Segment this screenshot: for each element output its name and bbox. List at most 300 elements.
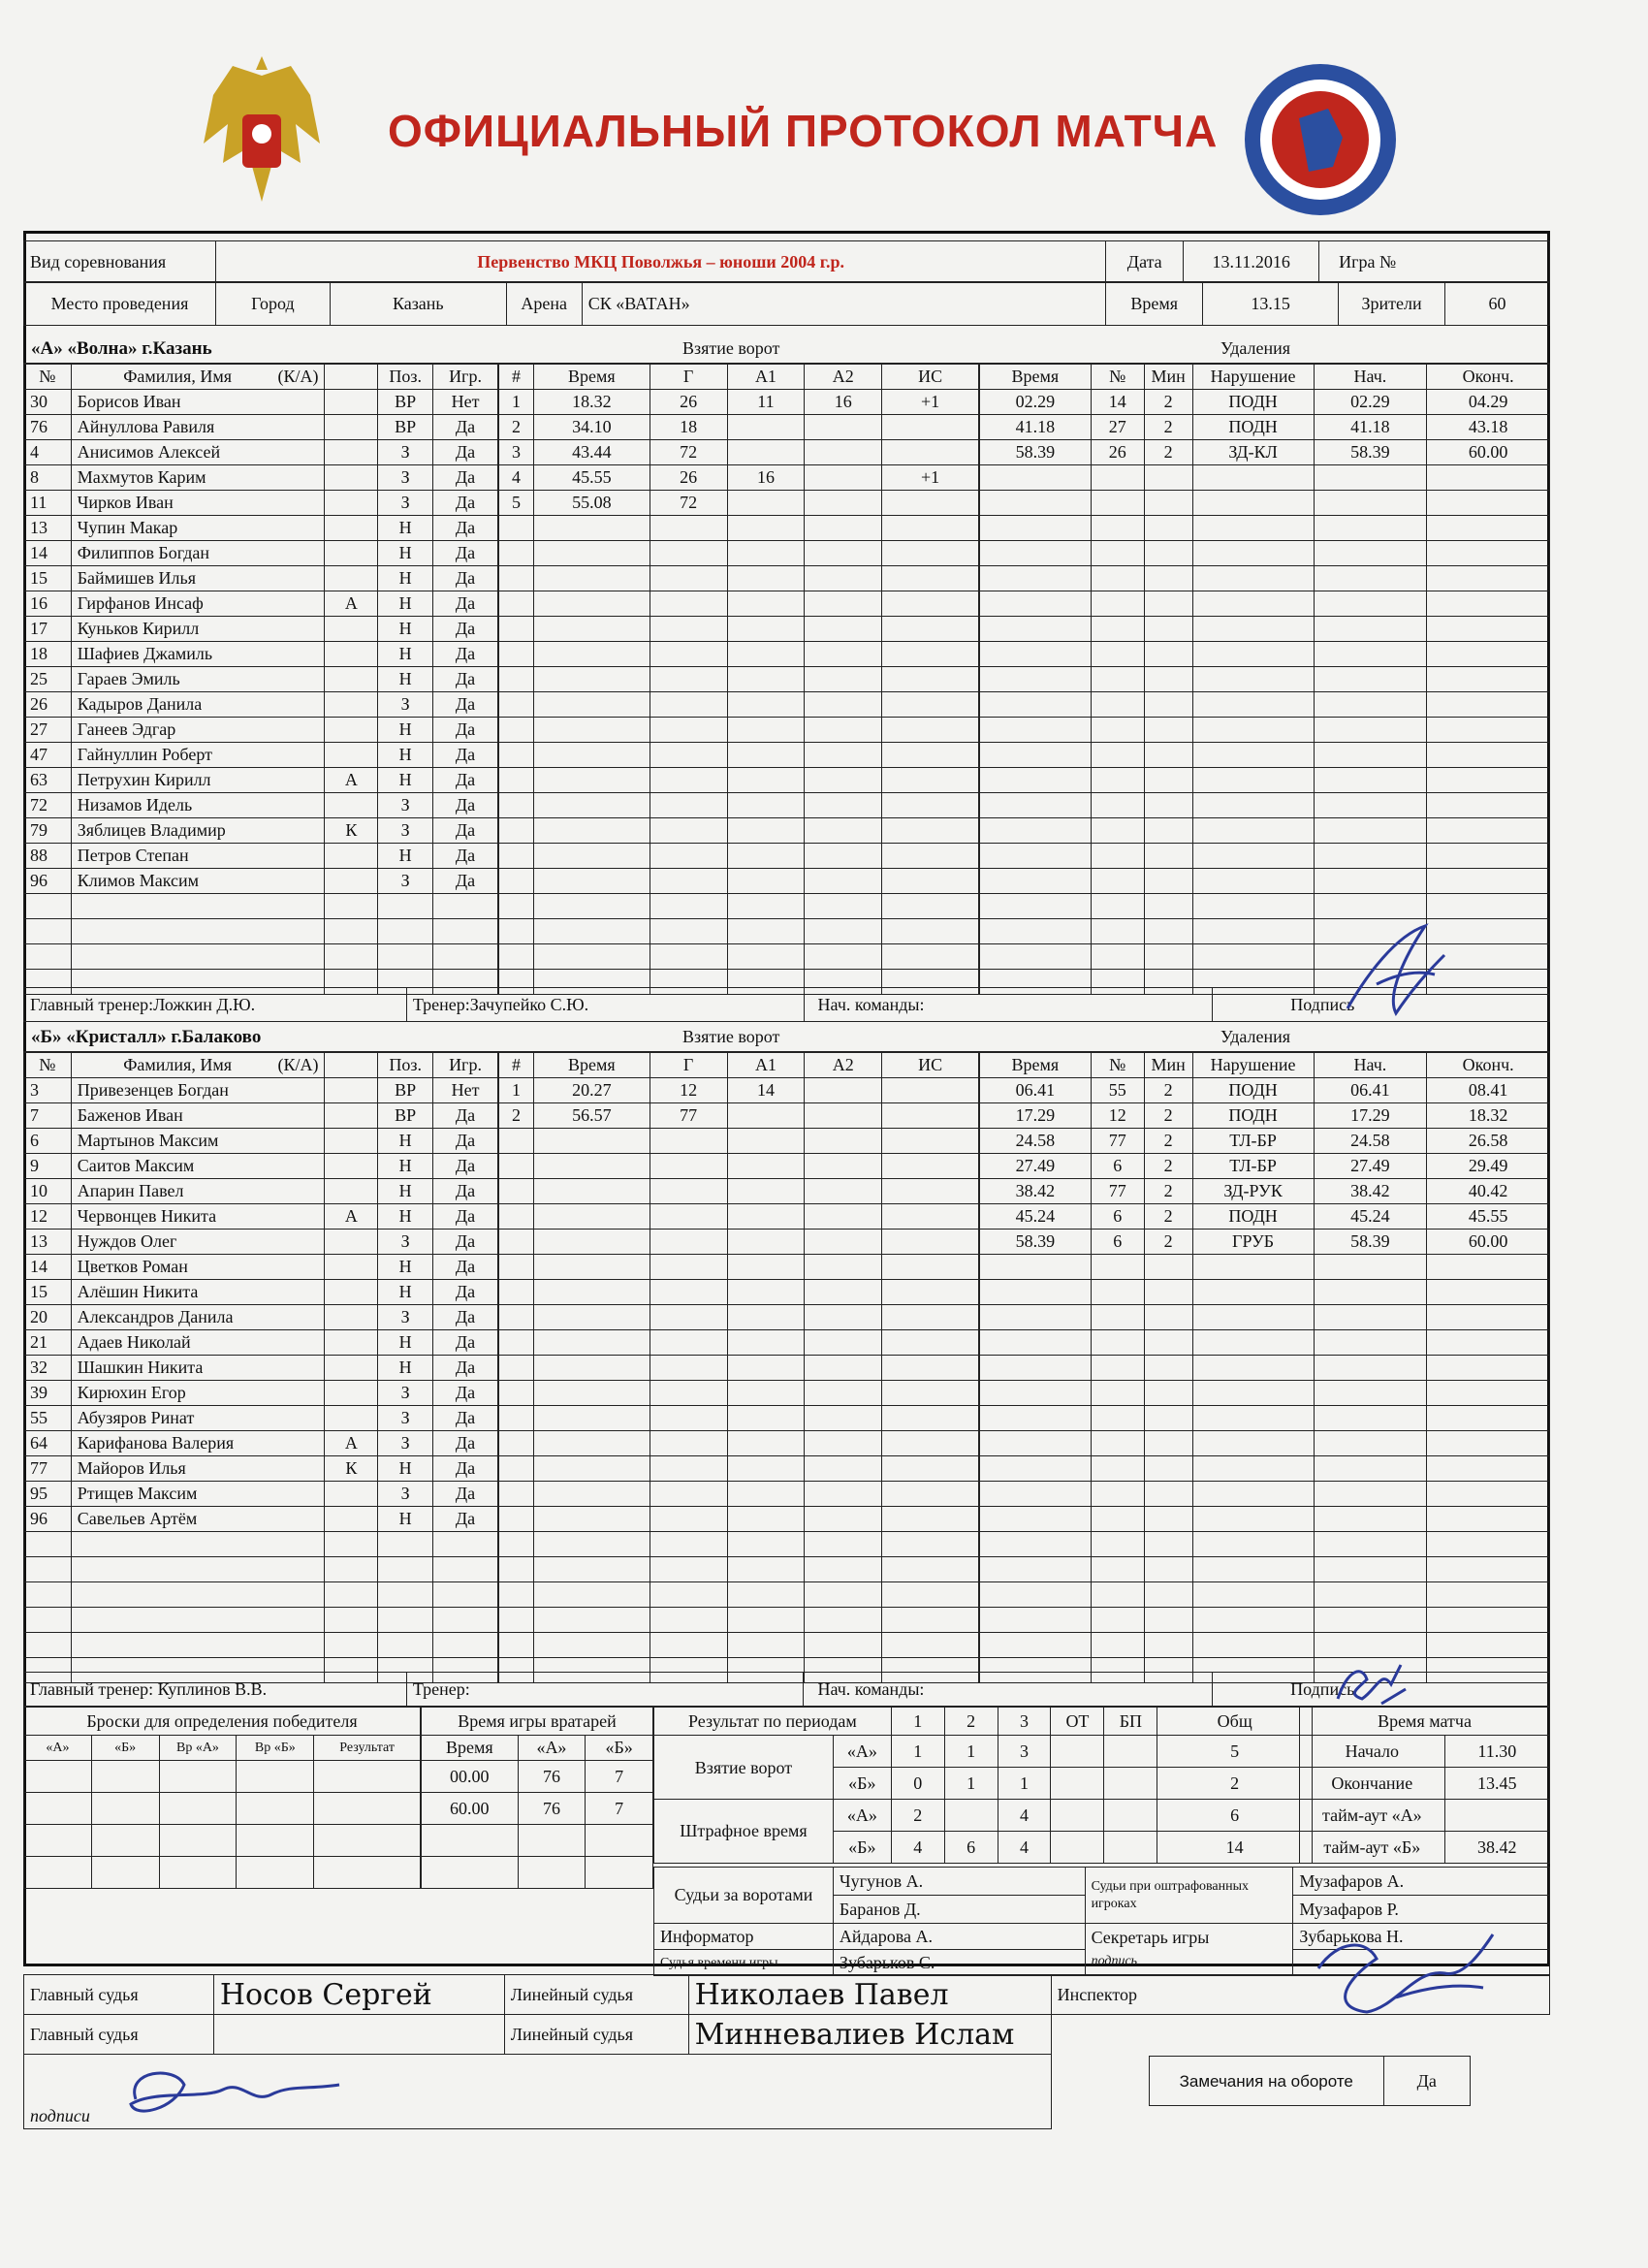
goal-situation (882, 869, 979, 894)
table-row (499, 1230, 979, 1255)
penalty-minutes (1144, 1406, 1192, 1431)
goal-scorer (650, 692, 727, 718)
goal-time (533, 1280, 650, 1305)
pen-b-total: 14 (1157, 1832, 1313, 1864)
goal-assist-2 (805, 1280, 882, 1305)
remarks-label: Замечания на обороте (1150, 2057, 1384, 2106)
goal-time (533, 743, 650, 768)
goal-assist-2 (805, 415, 882, 440)
penalty-infraction (1192, 894, 1314, 919)
goal-assist-1: 11 (727, 390, 805, 415)
goal-assist-1 (727, 692, 805, 718)
goal-assist-1 (727, 491, 805, 516)
player-name: Адаев Николай (71, 1330, 325, 1356)
goal-assist-2 (805, 1633, 882, 1658)
table-row (24, 1381, 498, 1406)
penalty-time (980, 491, 1092, 516)
referee-label-2: Главный судья (24, 2015, 214, 2055)
goal-assist-2: 16 (805, 390, 882, 415)
penalty-minutes (1144, 1507, 1192, 1532)
pen-row-a-label: «А» (833, 1800, 891, 1832)
goal-assist-2 (805, 667, 882, 692)
goal-situation (882, 1482, 979, 1507)
player-number: 55 (24, 1406, 72, 1431)
penalty-infraction (1192, 1255, 1314, 1280)
goal-assist-2 (805, 491, 882, 516)
game-number-label: Игра № (1319, 241, 1550, 283)
penalty-infraction (1192, 1381, 1314, 1406)
table-row (24, 1204, 498, 1230)
player-position: З (378, 465, 433, 491)
table-row (980, 894, 1550, 919)
table-row (24, 919, 498, 944)
goal-index (499, 1482, 534, 1507)
goal-index (499, 1381, 534, 1406)
goal-index (499, 1532, 534, 1557)
player-captain-mark (325, 743, 378, 768)
goal-assist-2 (805, 743, 882, 768)
team-b-title: «Б» «Кристалл» г.Балаково (31, 1027, 262, 1047)
table-row (499, 1507, 979, 1532)
roster-col-name: Фамилия, Имя (К/А) (71, 1053, 325, 1078)
goals-row-label: Взятие ворот (654, 1736, 834, 1800)
player-captain-mark (325, 1280, 378, 1305)
timekeeper-label: Судья времени игры (654, 1950, 834, 1976)
goal-scorer (650, 919, 727, 944)
penalty-time (980, 894, 1092, 919)
penalty-end (1427, 692, 1550, 718)
penalty-time: 27.49 (980, 1154, 1092, 1179)
pen-col-end: Оконч. (1427, 365, 1550, 390)
goal-scorer (650, 667, 727, 692)
spectators-label: Зрители (1339, 282, 1445, 326)
player-number: 95 (24, 1482, 72, 1507)
penalty-time (980, 1431, 1092, 1456)
player-captain-mark (325, 1633, 378, 1658)
table-row (980, 1582, 1550, 1608)
player-name: Филиппов Богдан (71, 541, 325, 566)
penalty-infraction: ПОДН (1192, 390, 1314, 415)
player-number: 26 (24, 692, 72, 718)
table-row (499, 1633, 979, 1658)
player-number: 18 (24, 642, 72, 667)
penalty-time (980, 919, 1092, 944)
goal-time (533, 1129, 650, 1154)
shootout-col-b: «Б» (91, 1736, 159, 1761)
goal-assist-2 (805, 768, 882, 793)
goal-scorer (650, 1204, 727, 1230)
pen-b-p2: 6 (944, 1832, 998, 1864)
goal-assist-2 (805, 818, 882, 844)
penalty-infraction: ПОДН (1192, 415, 1314, 440)
goal-scorer (650, 642, 727, 667)
penalty-end (1427, 919, 1550, 944)
goal-situation (882, 591, 979, 617)
penalty-infraction (1192, 718, 1314, 743)
player-captain-mark (325, 1557, 378, 1582)
goal-scorer (650, 944, 727, 970)
penalty-minutes (1144, 1633, 1192, 1658)
player-position: Н (378, 1356, 433, 1381)
penalty-start (1314, 718, 1427, 743)
penalty-time: 45.24 (980, 1204, 1092, 1230)
penalty-start: 02.29 (1314, 390, 1427, 415)
goal-assist-1 (727, 1204, 805, 1230)
penalty-judge-2: Музафаров Р. (1293, 1896, 1550, 1924)
goal-scorer (650, 1456, 727, 1482)
goalie-row-a: 76 (518, 1793, 586, 1825)
table-row (980, 566, 1550, 591)
penalty-end (1427, 1255, 1550, 1280)
team-a-goals-body (499, 390, 979, 995)
pen-col-min: Мин (1144, 365, 1192, 390)
table-row (24, 1280, 498, 1305)
goal-index (499, 768, 534, 793)
team-a-goals-title: Взятие ворот (682, 338, 780, 358)
table-row (980, 1230, 1550, 1255)
team-b-head-coach: Главный тренер: Куплинов В.В. (24, 1673, 407, 1707)
goal-assist-1 (727, 541, 805, 566)
goal-judge-1: Чугунов А. (833, 1868, 1085, 1896)
goal-scorer (650, 1154, 727, 1179)
venue-label: Место проведения (24, 282, 216, 326)
penalty-infraction (1192, 944, 1314, 970)
penalty-start (1314, 1330, 1427, 1356)
roster-col-no: № (24, 1053, 72, 1078)
goal-scorer (650, 1179, 727, 1204)
timeout-b-value: 38.42 (1444, 1832, 1549, 1864)
player-position: ВР (378, 415, 433, 440)
penalty-minutes (1144, 541, 1192, 566)
penalty-player-number: 77 (1091, 1179, 1144, 1204)
goalie-row-a: 76 (518, 1761, 586, 1793)
player-captain-mark (325, 1129, 378, 1154)
table-row (980, 1103, 1550, 1129)
team-b-roster-body (24, 1078, 498, 1683)
penalty-time (980, 1330, 1092, 1356)
penalty-minutes (1144, 566, 1192, 591)
penalty-minutes (1144, 516, 1192, 541)
goal-assist-2 (805, 894, 882, 919)
goal-index (499, 516, 534, 541)
player-position: Н (378, 743, 433, 768)
table-row (24, 844, 498, 869)
player-name: Куньков Кирилл (71, 617, 325, 642)
penalty-minutes (1144, 1381, 1192, 1406)
penalty-minutes: 2 (1144, 440, 1192, 465)
table-row (499, 793, 979, 818)
penalty-time (980, 1456, 1092, 1482)
player-captain-mark (325, 844, 378, 869)
penalty-time (980, 1381, 1092, 1406)
player-number: 15 (24, 566, 72, 591)
competition-label: Вид соревнования (24, 241, 216, 283)
penalty-time (980, 1557, 1092, 1582)
goal-time (533, 1230, 650, 1255)
goal-time (533, 768, 650, 793)
goals-a-total: 5 (1157, 1736, 1313, 1768)
table-row (24, 1532, 498, 1557)
table-row (24, 718, 498, 743)
player-captain-mark (325, 1582, 378, 1608)
player-number: 6 (24, 1129, 72, 1154)
penalty-start (1314, 692, 1427, 718)
penalty-infraction (1192, 1482, 1314, 1507)
player-name: Гирфанов Инсаф (71, 591, 325, 617)
penalty-end (1427, 1582, 1550, 1608)
goal-situation: +1 (882, 390, 979, 415)
penalty-infraction (1192, 1280, 1314, 1305)
table-row (499, 1078, 979, 1103)
table-row (980, 869, 1550, 894)
penalty-minutes: 2 (1144, 1129, 1192, 1154)
penalty-end (1427, 743, 1550, 768)
pen-b-ot (1051, 1832, 1104, 1864)
player-played: Да (433, 1129, 498, 1154)
penalty-infraction (1192, 1456, 1314, 1482)
goals-col-g: Г (650, 1053, 727, 1078)
table-row (980, 1431, 1550, 1456)
player-played: Да (433, 1431, 498, 1456)
penalty-start (1314, 844, 1427, 869)
penalty-time (980, 541, 1092, 566)
penalty-minutes (1144, 944, 1192, 970)
roster-col-ka (325, 365, 378, 390)
player-played: Да (433, 1330, 498, 1356)
player-captain-mark (325, 1608, 378, 1633)
goal-time (533, 1507, 650, 1532)
goal-situation (882, 1078, 979, 1103)
penalty-player-number (1091, 894, 1144, 919)
goal-assist-2 (805, 1255, 882, 1280)
penalty-end (1427, 1482, 1550, 1507)
penalty-start (1314, 1255, 1427, 1280)
table-row (24, 1255, 498, 1280)
goal-situation (882, 1330, 979, 1356)
referees-table (23, 1974, 1550, 2129)
player-position: Н (378, 617, 433, 642)
player-position: З (378, 793, 433, 818)
player-number: 8 (24, 465, 72, 491)
penalty-player-number: 14 (1091, 390, 1144, 415)
penalty-player-number (1091, 869, 1144, 894)
goal-situation (882, 491, 979, 516)
goal-situation (882, 1356, 979, 1381)
player-captain-mark (325, 1305, 378, 1330)
goals-col-is: ИС (882, 1053, 979, 1078)
goal-scorer (650, 743, 727, 768)
linesman-label-2: Линейный судья (504, 2015, 688, 2055)
table-row (24, 793, 498, 818)
player-position: З (378, 1482, 433, 1507)
goal-scorer (650, 1608, 727, 1633)
table-row (24, 617, 498, 642)
player-number (24, 894, 72, 919)
goal-time (533, 718, 650, 743)
pen-col-no: № (1091, 1053, 1144, 1078)
table-row (980, 743, 1550, 768)
player-name: Чупин Макар (71, 516, 325, 541)
goal-scorer (650, 591, 727, 617)
goal-time (533, 667, 650, 692)
goal-judge-2: Баранов Д. (833, 1896, 1085, 1924)
penalty-time (980, 1356, 1092, 1381)
arena-value: СК «ВАТАН» (582, 282, 1106, 326)
player-captain-mark (325, 718, 378, 743)
player-played: Да (433, 1507, 498, 1532)
goals-b-p3: 1 (998, 1768, 1051, 1800)
time-value: 13.15 (1203, 282, 1339, 326)
table-row (499, 768, 979, 793)
goal-index (499, 1204, 534, 1230)
penalty-infraction (1192, 1356, 1314, 1381)
player-number: 3 (24, 1078, 72, 1103)
player-captain-mark (325, 1230, 378, 1255)
player-played (433, 944, 498, 970)
player-captain-mark (325, 390, 378, 415)
goal-assist-2 (805, 465, 882, 491)
table-row (980, 844, 1550, 869)
player-number: 9 (24, 1154, 72, 1179)
penalty-time (980, 1255, 1092, 1280)
penalty-judges-label: Судьи при оштрафованных игроках (1085, 1868, 1293, 1924)
goal-situation (882, 1255, 979, 1280)
table-row (499, 1381, 979, 1406)
goal-assist-1 (727, 1532, 805, 1557)
goals-col-time: Время (533, 365, 650, 390)
goal-time (533, 919, 650, 944)
penalty-time (980, 768, 1092, 793)
goal-situation (882, 617, 979, 642)
goal-time (533, 1179, 650, 1204)
pen-col-no: № (1091, 365, 1144, 390)
table-row (980, 692, 1550, 718)
team-a-team-chief: Нач. команды: (804, 988, 1213, 1022)
player-played: Да (433, 617, 498, 642)
goal-time (533, 1204, 650, 1230)
goals-a-p2: 1 (944, 1736, 998, 1768)
penalty-player-number (1091, 1456, 1144, 1482)
goal-index (499, 894, 534, 919)
table-row (24, 1129, 498, 1154)
player-played: Нет (433, 1078, 498, 1103)
penalty-end (1427, 768, 1550, 793)
goal-scorer (650, 1381, 727, 1406)
penalty-infraction (1192, 541, 1314, 566)
penalty-start: 41.18 (1314, 415, 1427, 440)
goal-index: 2 (499, 1103, 534, 1129)
table-row (980, 1204, 1550, 1230)
penalty-infraction (1192, 1305, 1314, 1330)
shootout-table (23, 1707, 421, 1889)
player-name: Баймишев Илья (71, 566, 325, 591)
table-row (24, 1507, 498, 1532)
table-row (24, 1230, 498, 1255)
player-played: Да (433, 566, 498, 591)
match-end-label: Окончание (1300, 1768, 1445, 1800)
team-b-coach: Тренер: (406, 1673, 804, 1707)
team-b-penalties-title: Удаления (1220, 1027, 1291, 1046)
player-played: Да (433, 869, 498, 894)
goalie-col-time: Время (422, 1736, 519, 1761)
player-name: Климов Максим (71, 869, 325, 894)
team-a-roster (23, 364, 498, 995)
goals-col-a1: А1 (727, 365, 805, 390)
table-row (24, 667, 498, 692)
goal-index (499, 617, 534, 642)
pen-row-b-label: «Б» (833, 1832, 891, 1864)
goal-assist-1 (727, 1557, 805, 1582)
penalty-judge-1: Музафаров А. (1293, 1868, 1550, 1896)
player-number: 20 (24, 1305, 72, 1330)
match-time-table (1299, 1707, 1550, 1864)
goal-index (499, 1154, 534, 1179)
player-name: Цветков Роман (71, 1255, 325, 1280)
player-played: Да (433, 844, 498, 869)
period-col-total: Общ (1157, 1708, 1313, 1736)
penalty-player-number: 27 (1091, 415, 1144, 440)
goal-scorer: 72 (650, 440, 727, 465)
penalty-player-number (1091, 1431, 1144, 1456)
table-row (980, 1456, 1550, 1482)
goal-assist-1 (727, 869, 805, 894)
penalty-player-number: 55 (1091, 1078, 1144, 1103)
goal-situation (882, 1179, 979, 1204)
goal-scorer (650, 1330, 727, 1356)
player-name: Кирюхин Егор (71, 1381, 325, 1406)
penalty-infraction (1192, 491, 1314, 516)
player-number: 14 (24, 541, 72, 566)
player-name: Шафиев Джамиль (71, 642, 325, 667)
table-row (24, 516, 498, 541)
table-row (499, 440, 979, 465)
goal-index (499, 591, 534, 617)
arena-label: Арена (506, 282, 582, 326)
goal-situation (882, 818, 979, 844)
date-value: 13.11.2016 (1184, 241, 1319, 283)
player-number: 64 (24, 1431, 72, 1456)
player-number: 30 (24, 390, 72, 415)
table-row (24, 768, 498, 793)
goal-time (533, 1154, 650, 1179)
penalty-player-number (1091, 844, 1144, 869)
player-played (433, 1582, 498, 1608)
player-played: Да (433, 793, 498, 818)
goal-situation (882, 1305, 979, 1330)
penalty-end: 26.58 (1427, 1129, 1550, 1154)
table-row (499, 818, 979, 844)
player-played: Да (433, 1103, 498, 1129)
goal-situation (882, 1280, 979, 1305)
penalty-end (1427, 718, 1550, 743)
goal-index: 5 (499, 491, 534, 516)
player-played: Да (433, 491, 498, 516)
table-row (980, 1381, 1550, 1406)
penalty-minutes (1144, 1305, 1192, 1330)
penalty-infraction (1192, 844, 1314, 869)
goal-index (499, 642, 534, 667)
table-row (980, 1129, 1550, 1154)
table-row (499, 1129, 979, 1154)
goals-col-idx: # (499, 1053, 534, 1078)
penalty-end: 08.41 (1427, 1078, 1550, 1103)
referee-2 (213, 2015, 504, 2055)
goal-assist-2 (805, 1179, 882, 1204)
table-row (980, 642, 1550, 667)
goal-assist-1 (727, 591, 805, 617)
penalty-time (980, 642, 1092, 667)
penalty-minutes (1144, 1608, 1192, 1633)
